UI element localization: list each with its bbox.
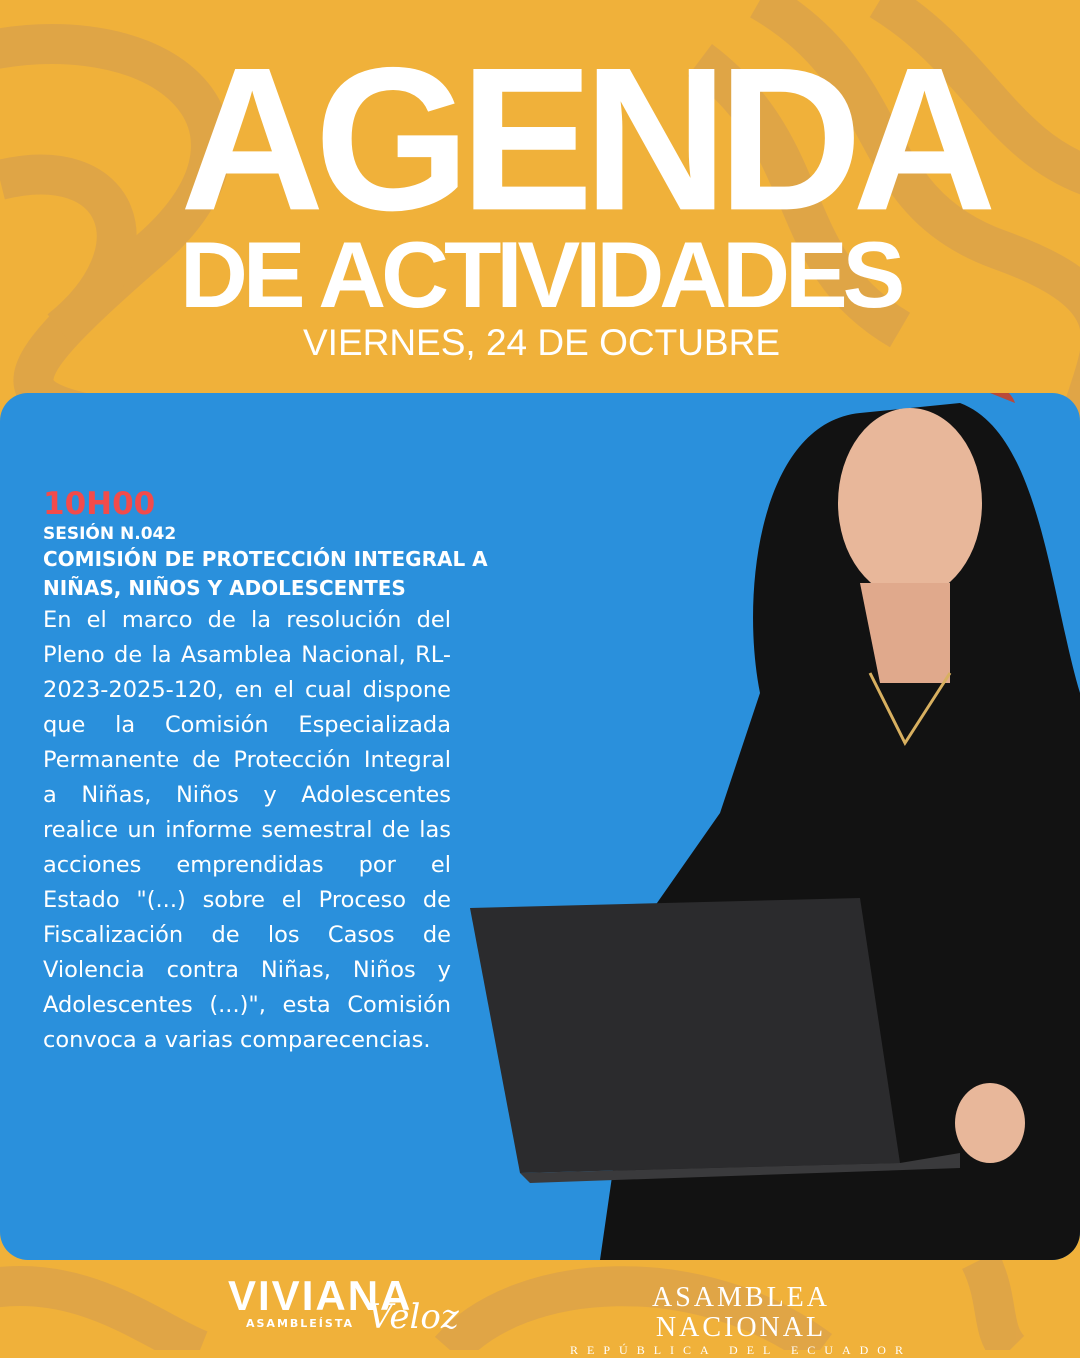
commission-name: COMISIÓN DE PROTECCIÓN INTEGRAL A NIÑAS, NIÑOS Y ADOLESCENTES — [43, 547, 488, 600]
viviana-veloz-logo — [228, 1272, 459, 1337]
institution-name: ASAMBLEA NACIONAL — [651, 1282, 830, 1343]
title-activities: DE ACTIVIDADES — [180, 222, 901, 327]
title-agenda: AGENDA — [180, 25, 987, 254]
logo-role: ASAMBLEÍSTA — [246, 1317, 354, 1330]
session-number: SESIÓN N.042 — [43, 524, 177, 544]
logo-surname: Veloz — [368, 1297, 459, 1337]
logo-name: VIVIANA — [228, 1272, 413, 1319]
event-date: VIERNES, 24 DE OCTUBRE — [302, 322, 780, 363]
asamblea-nacional-logo — [565, 1283, 917, 1358]
event-description: En el marco de la resolución del Pleno de la Asamblea Nacional, RL-2023-2025-120, en el cual dispone que la Comisión Especializada Permanente de Protección Integral a Niñas, Niños y Adolescentes realice un informe semestral de las acciones emprendidas por el Estado "(...) sobre el Proceso de Fiscalización de los Casos de Violencia contra Niñas, Niños y Adolescentes (...)", esta Comisión convoca a varias comparecencias. — [43, 607, 451, 1053]
event-details — [43, 485, 488, 1058]
institution-subtitle: REPÚBLICA DEL ECUADOR — [570, 1343, 912, 1357]
event-time: 10H00 — [43, 486, 156, 522]
